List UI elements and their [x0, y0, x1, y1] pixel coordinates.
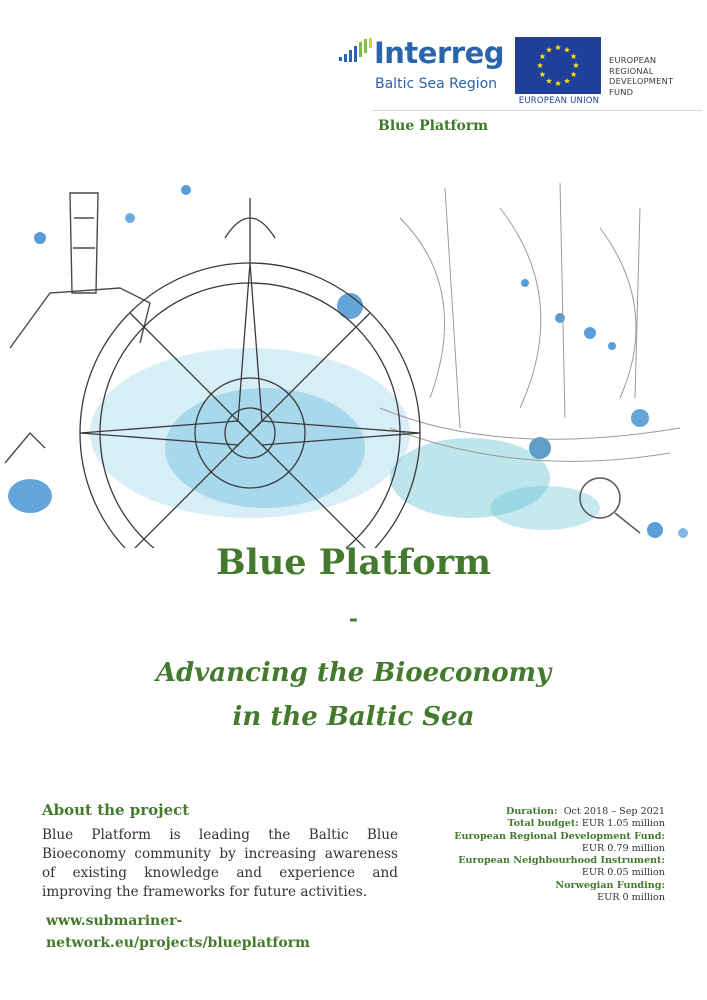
duration-value: Oct 2018 – Sep 2021	[563, 806, 665, 817]
eu-flag-icon	[515, 37, 601, 94]
erdf-line: FUND	[609, 86, 634, 97]
norway-funding-label: Norwegian Funding:	[555, 879, 665, 891]
about-heading: About the project	[42, 801, 190, 819]
subtitle-line-1: Advancing the Bioeconomy	[155, 658, 552, 688]
eni-funding-label: European Neighbourhood Instrument:	[458, 855, 665, 867]
duration-row	[405, 806, 665, 818]
interreg-logo	[338, 36, 510, 98]
project-website-link[interactable]	[46, 910, 346, 954]
cover-illustration	[0, 178, 707, 548]
erdf-funding-label: European Regional Development Fund:	[454, 830, 665, 842]
link-line-2: network.eu/projects/blueplatform	[46, 935, 310, 951]
interreg-wordmark: Interreg	[374, 36, 504, 70]
link-line-1: www.submariner-	[46, 913, 183, 929]
duration-label: Duration:	[506, 806, 558, 817]
interreg-signal-icon	[338, 38, 378, 64]
erdf-label	[609, 55, 699, 97]
budget-label: Total budget:	[507, 818, 579, 830]
project-facts	[405, 806, 665, 904]
erdf-line: EUROPEAN	[609, 55, 657, 65]
header-divider	[372, 110, 702, 111]
title-separator: -	[348, 606, 359, 632]
subtitle-line-2: in the Baltic Sea	[232, 702, 475, 732]
norway-funding-value: EUR 0 million	[597, 892, 665, 904]
header-project-name: Blue Platform	[378, 118, 489, 134]
budget-row	[405, 818, 665, 830]
eu-label: EUROPEAN UNION	[518, 96, 600, 106]
about-description: Blue Platform is leading the Baltic Blue Bioeconomy community by increasing awareness of existing knowledge and experience and improving the frameworks for future activities.	[42, 827, 398, 900]
erdf-funding-value: EUR 0.79 million	[581, 842, 665, 854]
eni-funding-value: EUR 0.05 million	[581, 867, 665, 879]
interreg-region-label: Baltic Sea Region	[375, 76, 498, 92]
budget-value: EUR 1.05 million	[581, 818, 665, 830]
erdf-line: DEVELOPMENT	[609, 76, 674, 86]
erdf-line: REGIONAL	[609, 65, 654, 76]
page-title: Blue Platform	[215, 542, 492, 583]
